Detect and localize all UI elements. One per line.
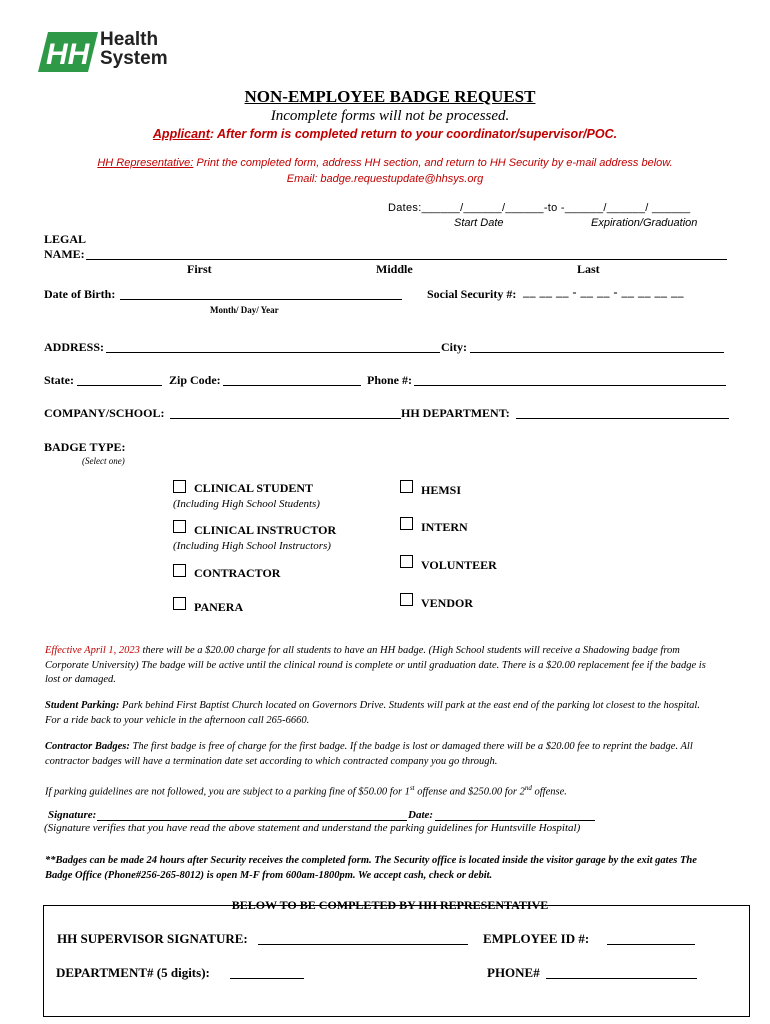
signature-date-label: Date: <box>408 809 434 821</box>
hh-rep-label: HH Representative: <box>97 157 194 169</box>
city-line[interactable] <box>470 352 724 353</box>
ssn-blanks[interactable]: __ __ __ - __ __ - __ __ __ __ <box>523 285 684 299</box>
fine-text-c: offense. <box>531 786 567 798</box>
intern-checkbox[interactable] <box>400 517 413 530</box>
dob-hint: Month/ Day/ Year <box>210 305 279 315</box>
address-label: ADDRESS: <box>44 340 105 354</box>
supervisor-signature-line[interactable] <box>258 944 468 945</box>
contractor-notice <box>45 740 715 769</box>
zip-label: Zip Code: <box>169 373 221 387</box>
phone-label: Phone #: <box>367 373 412 387</box>
dates-field[interactable]: Dates:______/______/______-to -______/______/ ______ <box>388 202 691 214</box>
first-name-label: First <box>187 262 212 276</box>
panera-checkbox[interactable] <box>173 597 186 610</box>
city-label: City: <box>441 340 467 354</box>
fine-notice <box>45 781 715 800</box>
volunteer-checkbox[interactable] <box>400 555 413 568</box>
company-label: COMPANY/SCHOOL: <box>44 406 165 420</box>
address-line[interactable] <box>106 352 440 353</box>
fine-sup-1: st <box>409 784 415 792</box>
parking-label: Student Parking: <box>45 700 120 711</box>
representative-box <box>43 905 750 1017</box>
clinical-student-label: CLINICAL STUDENT <box>194 481 314 495</box>
middle-name-label: Middle <box>376 262 413 276</box>
hh-logo-icon <box>38 32 98 72</box>
contractor-label: CONTRACTOR <box>194 566 281 580</box>
signature-note: (Signature verifies that you have read the above statement and understand the parking guidelines for Huntsville Hospital) <box>44 822 581 834</box>
department-number-label: DEPARTMENT# (5 digits): <box>56 965 210 980</box>
rep-phone-label: PHONE# <box>487 965 540 980</box>
dob-line[interactable] <box>120 299 402 300</box>
applicant-instruction <box>0 127 770 141</box>
hh-rep-email: Email: badge.requestupdate@hhsys.org <box>286 173 484 185</box>
clinical-student-checkbox[interactable] <box>173 480 186 493</box>
applicant-text: : After form is completed return to your coordinator/supervisor/POC. <box>209 127 618 141</box>
supervisor-signature-label: HH SUPERVISOR SIGNATURE: <box>57 931 248 946</box>
clinical-instructor-checkbox[interactable] <box>173 520 186 533</box>
hh-rep-text: Print the completed form, address HH section, and return to HH Security by e-mail address below. <box>193 157 673 169</box>
subtitle: Incomplete forms will not be processed. <box>270 108 510 124</box>
parking-notice <box>45 699 715 728</box>
last-name-label: Last <box>577 262 600 276</box>
contractor-checkbox[interactable] <box>173 564 186 577</box>
clinical-instructor-label: CLINICAL INSTRUCTOR <box>194 523 337 537</box>
fine-text-a: If parking guidelines are not followed, you are subject to a parking fine of $50.00 for 1 <box>45 786 410 798</box>
clinical-instructor-note: (Including High School Instructors) <box>173 540 331 552</box>
contractor-badges-text: The first badge is free of charge for the first badge. If the badge is lost or damaged there will be a $20.00 fee to reprint the badge. All contractor badges will have a termination date set according to which contracted company you go through. <box>45 741 693 767</box>
phone-line[interactable] <box>414 385 726 386</box>
volunteer-label: VOLUNTEER <box>421 558 497 572</box>
state-label: State: <box>44 373 74 387</box>
badge-type-hint: (Select one) <box>82 456 125 466</box>
clinical-student-note: (Including High School Students) <box>173 498 320 510</box>
intern-label: INTERN <box>421 520 468 534</box>
svg-text:HH: HH <box>46 38 90 71</box>
hemsi-label: HEMSI <box>421 483 462 497</box>
legal-name-line[interactable] <box>86 259 727 260</box>
contractor-badges-label: Contractor Badges: <box>45 741 130 752</box>
parking-text: Park behind First Baptist Church located on Governors Drive. Students will park at the east end of the parking lot closest to the hospital. For a ride back to your vehicle in the afternoon call 265-6660. <box>45 700 700 726</box>
start-date-label: Start Date <box>454 217 504 229</box>
dob-label: Date of Birth: <box>44 287 116 301</box>
effective-text: there will be a $20.00 charge for all students to have an HH badge. (High School students will receive a Shadowing badge from Corporate University) The badge will be active until the clinical round is complete or until graduation date. There is a $20.00 replacement fee if the badge is lost or damaged. <box>45 645 706 685</box>
signature-line[interactable] <box>97 820 407 821</box>
fine-sup-2: nd <box>524 784 532 792</box>
department-number-line[interactable] <box>230 978 304 979</box>
badge-type-label: BADGE TYPE: <box>44 440 126 454</box>
rep-phone-line[interactable] <box>546 978 697 979</box>
signature-date-line[interactable] <box>435 820 595 821</box>
ssn-label: Social Security #: <box>427 287 517 301</box>
effective-date: Effective April 1, 2023 <box>45 645 140 656</box>
hh-rep-instruction <box>0 157 770 169</box>
hemsi-checkbox[interactable] <box>400 480 413 493</box>
legal-label-2: NAME: <box>44 247 85 261</box>
effective-notice <box>45 644 715 688</box>
vendor-checkbox[interactable] <box>400 593 413 606</box>
panera-label: PANERA <box>194 600 244 614</box>
hh-department-label: HH DEPARTMENT: <box>401 406 510 420</box>
employee-id-label: EMPLOYEE ID #: <box>483 931 590 946</box>
logo-line1: Health <box>100 29 159 50</box>
vendor-label: VENDOR <box>421 596 474 610</box>
expiration-label: Expiration/Graduation <box>591 217 698 229</box>
logo <box>38 30 178 74</box>
signature-label: Signature: <box>48 809 97 821</box>
rep-box-header: BELOW TO BE COMPLETED BY HH REPRESENTATIVE <box>231 898 549 912</box>
company-line[interactable] <box>170 418 401 419</box>
fine-text-b: offense and $250.00 for 2 <box>414 786 525 798</box>
employee-id-line[interactable] <box>607 944 695 945</box>
logo-line2: System <box>100 48 168 69</box>
badges-note: **Badges can be made 24 hours after Security receives the completed form. The Security office is located inside the visitor garage by the exit gates The Badge Office (Phone#256-265-8012) is open M-F from 600am-1800pm. We accept cash, check or debit. <box>45 855 697 881</box>
page-title: NON-EMPLOYEE BADGE REQUEST <box>244 87 536 106</box>
legal-label-1: LEGAL <box>44 232 87 246</box>
zip-line[interactable] <box>223 385 361 386</box>
applicant-label: Applicant <box>152 127 210 141</box>
hh-department-line[interactable] <box>516 418 729 419</box>
state-line[interactable] <box>77 385 162 386</box>
